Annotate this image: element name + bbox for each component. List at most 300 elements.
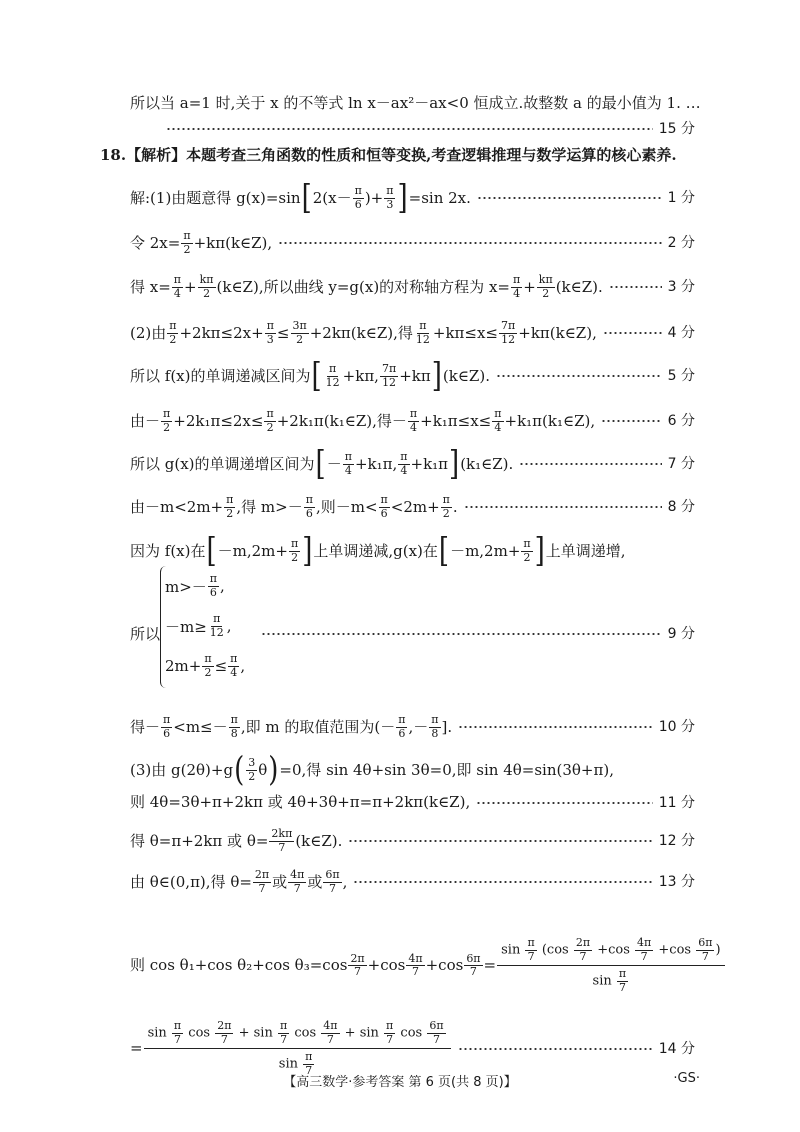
score-label: 14 分 <box>658 1040 695 1057</box>
numerator: 2π <box>217 1019 232 1032</box>
leader-dots <box>477 197 662 199</box>
step-text: 得 θ=π+2kπ 或 θ= <box>130 831 269 850</box>
numerator: π <box>344 450 352 463</box>
step-text: =0,得 sin 4θ+sin 3θ=0,即 sin 4θ=sin(3θ+π), <box>279 760 614 779</box>
system-row <box>165 646 245 686</box>
step-text: 由 θ∈(0,π),得 θ= <box>130 872 252 891</box>
numerator: π <box>354 184 362 197</box>
fraction <box>198 274 216 300</box>
step-text: ,－ <box>408 717 429 736</box>
score-label: 11 分 <box>658 794 695 811</box>
numerator: π <box>209 571 218 585</box>
numerator: π <box>305 493 313 506</box>
step-text: =sin 2x. <box>408 188 471 207</box>
step-text: + <box>238 1025 250 1041</box>
fraction <box>384 185 395 211</box>
answer-line <box>130 94 701 112</box>
step-text: +2k₁π≤2x≤ <box>173 411 264 430</box>
numerator: π <box>230 713 238 726</box>
leader-dots <box>601 420 662 422</box>
leader-dots <box>353 881 652 883</box>
fraction <box>167 320 178 346</box>
score-label: 2 分 <box>667 235 695 252</box>
leader-dots <box>278 242 661 244</box>
step-text: . <box>452 497 458 516</box>
numerator: π <box>386 184 394 197</box>
fraction <box>408 408 419 434</box>
answer-text: 所以当 a=1 时,关于 x 的不等式 ln x－ax²－ax<0 恒成立.故整数 a 的最小值为 1. … <box>130 94 701 112</box>
step-text: －m,2m+ <box>217 541 288 560</box>
numerator: π <box>431 713 439 726</box>
score-label: 7 分 <box>667 456 695 473</box>
score-label: 4 分 <box>667 325 695 342</box>
numerator: π <box>329 362 337 375</box>
step-text: －m,2m+ <box>450 541 521 560</box>
step-text: +2kπ≤2x+ <box>179 323 264 342</box>
step-text: 上单调递减,g(x)在 <box>313 541 438 560</box>
step-text: 因为 f(x)在 <box>130 541 206 560</box>
step-12 <box>130 828 695 854</box>
fraction <box>228 653 239 679</box>
denominator: 2 <box>203 286 211 300</box>
step-text: m>－ <box>165 577 207 596</box>
fraction <box>441 494 452 520</box>
step-11-intro <box>130 750 695 790</box>
fraction <box>635 937 653 963</box>
denominator: 2 <box>296 332 304 346</box>
denominator: 7 <box>411 965 419 979</box>
denominator: 12 <box>325 375 340 389</box>
bracket-right: ] <box>397 178 408 218</box>
step-text: －m≥ <box>165 617 207 636</box>
fraction <box>348 953 366 979</box>
step-text: 得 x= <box>130 277 171 296</box>
denominator: 7 <box>174 1032 182 1046</box>
step-text: 由－ <box>130 411 161 430</box>
numerator: kπ <box>199 273 214 286</box>
question-header <box>100 148 695 163</box>
step-text: +2k₁π(k₁∈Z),得－ <box>276 411 407 430</box>
denominator: 7 <box>280 1032 288 1046</box>
fraction <box>353 185 364 211</box>
fraction <box>396 714 407 740</box>
fraction <box>215 1020 233 1046</box>
numerator: π <box>173 1019 182 1032</box>
denominator: 6 <box>398 726 406 740</box>
fraction <box>246 757 257 783</box>
denominator: 6 <box>209 585 217 599</box>
step-text: +kπ(k∈Z), <box>518 323 597 342</box>
step-text: (k∈Z). <box>295 831 343 850</box>
bracket-right: ] <box>449 444 460 484</box>
leader-dots <box>519 463 661 465</box>
step-7 <box>130 444 695 484</box>
step-text: cos <box>188 1025 211 1041</box>
score-label: 12 分 <box>658 833 695 850</box>
page-footer: 【高三数学·参考答案 第 6 页(共 8 页)】 <box>283 1075 517 1090</box>
step-text: 所以 <box>130 625 161 643</box>
numerator: 6π <box>429 1019 444 1032</box>
denominator: 2 <box>248 769 256 783</box>
numerator: π <box>409 407 418 420</box>
fraction <box>181 230 192 256</box>
step-text: ≤ <box>214 657 228 675</box>
numerator: 6π <box>466 951 481 965</box>
inequality-system <box>160 566 245 688</box>
fraction <box>617 968 628 994</box>
numerator: 7π <box>501 319 516 332</box>
numerator: π <box>163 407 171 420</box>
numerator: π <box>494 407 502 420</box>
numerator: π <box>527 936 535 949</box>
fraction <box>172 1020 183 1046</box>
denominator: 2 <box>226 506 234 520</box>
fraction <box>291 320 309 346</box>
fraction <box>464 953 482 979</box>
step-text: +kπ <box>399 366 431 385</box>
fraction <box>398 451 409 477</box>
denominator: 7 <box>220 1032 228 1046</box>
denominator: 4 <box>513 286 521 300</box>
numerator: π <box>419 319 427 332</box>
fraction <box>429 714 440 740</box>
numerator: 2π <box>254 868 270 881</box>
denominator: 7 <box>293 881 301 895</box>
fraction <box>289 538 300 564</box>
step-text: +kπ, <box>342 366 379 385</box>
system-row <box>165 566 245 606</box>
denominator: 2 <box>542 286 550 300</box>
step-text: 上单调递增, <box>545 541 626 560</box>
fraction <box>208 613 226 639</box>
step-text: +cos <box>597 942 630 958</box>
bracket-left: [ <box>315 444 326 484</box>
denominator: 6 <box>380 506 388 520</box>
fraction <box>161 714 172 740</box>
step-11 <box>130 795 695 810</box>
fraction <box>224 494 235 520</box>
fraction <box>537 274 555 300</box>
denominator: 12 <box>209 625 224 639</box>
numerator: π <box>226 493 234 506</box>
step-text: 由－m<2m+ <box>130 497 224 516</box>
numerator: π <box>512 273 521 286</box>
step-text: )+ <box>364 188 384 207</box>
step-text: 或 <box>307 872 323 891</box>
step-text: ,即 m 的取值范围为 <box>240 717 375 736</box>
denominator: 7 <box>618 980 626 994</box>
step-text: ,则－m< <box>315 497 378 516</box>
denominator: 7 <box>329 881 337 895</box>
step-text: , <box>342 872 348 891</box>
denominator: 3 <box>266 332 274 346</box>
score-label: 3 分 <box>667 279 695 296</box>
leader-dots <box>261 633 662 635</box>
numerator: π <box>523 537 531 550</box>
fraction <box>324 363 342 389</box>
leader-dots <box>609 286 662 288</box>
numerator: 4π <box>290 868 305 881</box>
step-text: sin <box>147 1025 167 1041</box>
system-row <box>165 606 245 646</box>
leader-dots <box>166 128 653 130</box>
fraction <box>406 953 424 979</box>
step-text: 所以 g(x)的单调递增区间为 <box>130 454 315 473</box>
step-text: (－ <box>374 717 396 736</box>
numerator: 4π <box>408 951 423 965</box>
denominator: 7 <box>305 1063 313 1077</box>
numerator: π <box>380 493 388 506</box>
step-4 <box>130 320 695 346</box>
step-10 <box>130 714 695 740</box>
numerator: 4π <box>323 1019 338 1032</box>
numerator: π <box>290 537 299 550</box>
step-text: (k₁∈Z). <box>460 454 514 473</box>
denominator: 4 <box>410 420 417 434</box>
paren-right: ) <box>268 750 279 790</box>
numerator: π <box>618 967 627 981</box>
fraction <box>343 451 354 477</box>
step-text: sin <box>253 1025 273 1041</box>
score-label: 10 分 <box>658 719 695 736</box>
step-text: － <box>326 454 342 473</box>
denominator: 4 <box>230 665 238 679</box>
fraction <box>161 408 172 434</box>
numerator: 2kπ <box>271 827 293 840</box>
bracket-left: [ <box>301 178 312 218</box>
step-text: ]. <box>441 717 453 736</box>
fraction <box>525 937 536 963</box>
numerator: π <box>183 229 191 242</box>
numerator: 2π <box>575 936 591 949</box>
step-text: 2m+ <box>165 657 202 675</box>
denominator: 6 <box>354 197 362 211</box>
denominator: 7 <box>527 949 535 963</box>
numerator: π <box>386 1019 394 1032</box>
step-text: (2)由 <box>130 323 167 342</box>
score-label: 13 分 <box>658 874 695 891</box>
step-9-intro <box>130 531 695 571</box>
numerator: 6π <box>325 868 340 881</box>
step-text: cos <box>400 1025 423 1041</box>
step-text: +cos <box>367 956 406 975</box>
denominator: 4 <box>344 463 352 477</box>
step-text: +k₁π <box>410 454 449 473</box>
fraction <box>427 1020 445 1046</box>
numerator: π <box>398 713 406 726</box>
denominator: 7 <box>640 949 648 963</box>
numerator: π <box>173 273 182 286</box>
step-text: 则 4θ=3θ+π+2kπ 或 4θ+3θ+π=π+2kπ(k∈Z), <box>130 793 471 811</box>
step-text: 或 <box>272 872 288 891</box>
step-text: +2kπ(k∈Z),得 <box>309 323 413 342</box>
fraction <box>521 538 532 564</box>
step-text: cos <box>294 1025 317 1041</box>
denominator: 4 <box>494 420 502 434</box>
score-label: 1 分 <box>667 190 695 207</box>
bracket-left: [ <box>311 356 322 396</box>
numerator: π <box>204 651 212 665</box>
numerator: kπ <box>538 273 553 286</box>
step-text: sin <box>278 1056 298 1072</box>
step-text: (3)由 g(2θ)+g <box>130 760 234 779</box>
fraction <box>384 1020 395 1046</box>
step-1 <box>130 178 695 218</box>
numerator: π <box>266 407 274 420</box>
score-label: 9 分 <box>667 626 695 642</box>
denominator: 4 <box>400 463 408 477</box>
denominator: 2 <box>266 420 274 434</box>
step-text: +cos <box>658 942 692 958</box>
step-text: = <box>130 1039 143 1058</box>
fraction <box>379 494 390 520</box>
numerator: 4π <box>637 936 652 949</box>
leader-dots <box>464 506 662 508</box>
denominator: 2 <box>169 332 177 346</box>
step-9-score <box>255 627 695 641</box>
paren-left: ( <box>234 750 245 790</box>
score-label: 6 分 <box>667 413 695 430</box>
denominator: 7 <box>354 965 362 979</box>
bracket-right: ] <box>302 531 313 571</box>
fraction <box>321 1020 339 1046</box>
denominator: 3 <box>386 197 394 211</box>
bracket-left: [ <box>438 531 450 571</box>
numerator: 3π <box>292 319 307 332</box>
fraction <box>323 869 341 895</box>
denominator: 7 <box>326 1032 334 1046</box>
question-header-text: 18.【解析】本题考查三角函数的性质和恒等变换,考查逻辑推理与数学运算的核心素养. <box>100 146 677 164</box>
step-text: <2m+ <box>390 497 440 516</box>
denominator: 8 <box>230 726 238 740</box>
numerator: 2π <box>350 951 365 965</box>
score-label: 15 分 <box>658 121 695 137</box>
step-text: = <box>483 956 497 975</box>
fraction <box>278 1020 289 1046</box>
step-text: 解:(1)由题意得 g(x)=sin <box>130 188 301 207</box>
score-label: 5 分 <box>667 368 695 385</box>
denominator: 7 <box>432 1032 440 1046</box>
denominator: 7 <box>278 840 286 854</box>
denominator: 2 <box>523 550 531 564</box>
fraction <box>269 828 294 854</box>
step-text: ≤ <box>276 323 290 342</box>
denominator: 2 <box>163 420 171 434</box>
step-text: sin <box>359 1025 379 1041</box>
numerator: π <box>305 1050 313 1064</box>
numerator: π <box>230 651 238 665</box>
leader-dots <box>496 375 662 377</box>
step-text: 得－ <box>130 717 161 736</box>
numerator: π <box>169 319 177 332</box>
step-text: cos <box>546 942 569 958</box>
fraction <box>492 408 503 434</box>
step-8 <box>130 494 695 520</box>
step-text: ,得 m>－ <box>236 497 303 516</box>
step-text: (k∈Z). <box>555 277 603 296</box>
fraction <box>696 937 714 963</box>
denominator: 7 <box>258 881 266 895</box>
step-text: θ <box>258 760 268 779</box>
big-fraction <box>497 935 724 997</box>
step-text: 则 cos θ₁+cos θ₂+cos θ₃=cos <box>130 956 348 975</box>
denominator: 7 <box>701 949 709 963</box>
numerator: π <box>442 493 450 506</box>
bracket-right: ] <box>534 531 545 571</box>
numerator: 3 <box>248 756 256 769</box>
step-text: , <box>226 617 232 635</box>
denominator: 2 <box>291 550 299 564</box>
leader-dots <box>348 840 652 842</box>
step-text: +k₁π(k₁∈Z), <box>504 411 596 430</box>
step-2 <box>130 230 695 256</box>
denominator: 7 <box>579 949 587 963</box>
fraction <box>414 320 432 346</box>
numerator: π <box>163 713 171 726</box>
fraction <box>380 363 398 389</box>
fraction <box>208 573 219 599</box>
step-5 <box>130 356 695 396</box>
step-text: sin <box>592 973 612 989</box>
denominator: 12 <box>501 332 516 346</box>
leader-dots <box>476 802 653 804</box>
denominator: 6 <box>163 726 171 740</box>
step-text: (k∈Z). <box>442 366 490 385</box>
step-text: sin <box>501 942 521 958</box>
step-6 <box>130 408 695 434</box>
fraction <box>202 653 213 679</box>
step-text: 所以 f(x)的单调递减区间为 <box>130 366 311 385</box>
fraction <box>288 869 306 895</box>
step-text: , <box>240 657 246 675</box>
fraction <box>574 937 592 963</box>
score-label: 8 分 <box>667 499 695 516</box>
denominator: 7 <box>386 1032 394 1046</box>
numerator <box>144 1018 451 1049</box>
denominator: 2 <box>183 242 191 256</box>
numerator: 6π <box>698 936 713 949</box>
fraction <box>264 408 275 434</box>
step-text: (k∈Z),所以曲线 y=g(x)的对称轴方程为 x= <box>216 277 510 296</box>
step-text: <m≤－ <box>173 717 228 736</box>
step-text: +cos <box>425 956 464 975</box>
denominator: 2 <box>442 506 450 520</box>
score-line <box>160 122 695 136</box>
fraction <box>253 869 271 895</box>
numerator: π <box>279 1019 288 1032</box>
numerator: π <box>400 450 408 463</box>
fraction <box>172 274 183 300</box>
leader-dots <box>458 1048 653 1050</box>
denominator <box>589 966 634 996</box>
step-text: + <box>344 1025 356 1041</box>
footer-code: ·GS· <box>673 1071 700 1086</box>
numerator: π <box>266 319 274 332</box>
step-text: +k₁π, <box>354 454 398 473</box>
denominator: 4 <box>173 286 181 300</box>
denominator: 12 <box>382 375 397 389</box>
step-text: +kπ(k∈Z), <box>193 233 273 252</box>
leader-dots <box>603 332 662 334</box>
step-text: 令 2x= <box>130 233 181 252</box>
step-text: 2(x－ <box>312 188 352 207</box>
numerator: sin $\frac{\pi}{7}$ (cos $\frac{2\pi}{7}$ +cos $\frac{4\pi}{7}$ +cos $\frac{6\pi}{7}$ ) <box>497 935 724 966</box>
denominator: 7 <box>469 965 477 979</box>
bracket-left: [ <box>206 531 217 571</box>
step-text: , <box>220 577 225 595</box>
denominator: 6 <box>305 506 313 520</box>
fraction <box>511 274 522 300</box>
